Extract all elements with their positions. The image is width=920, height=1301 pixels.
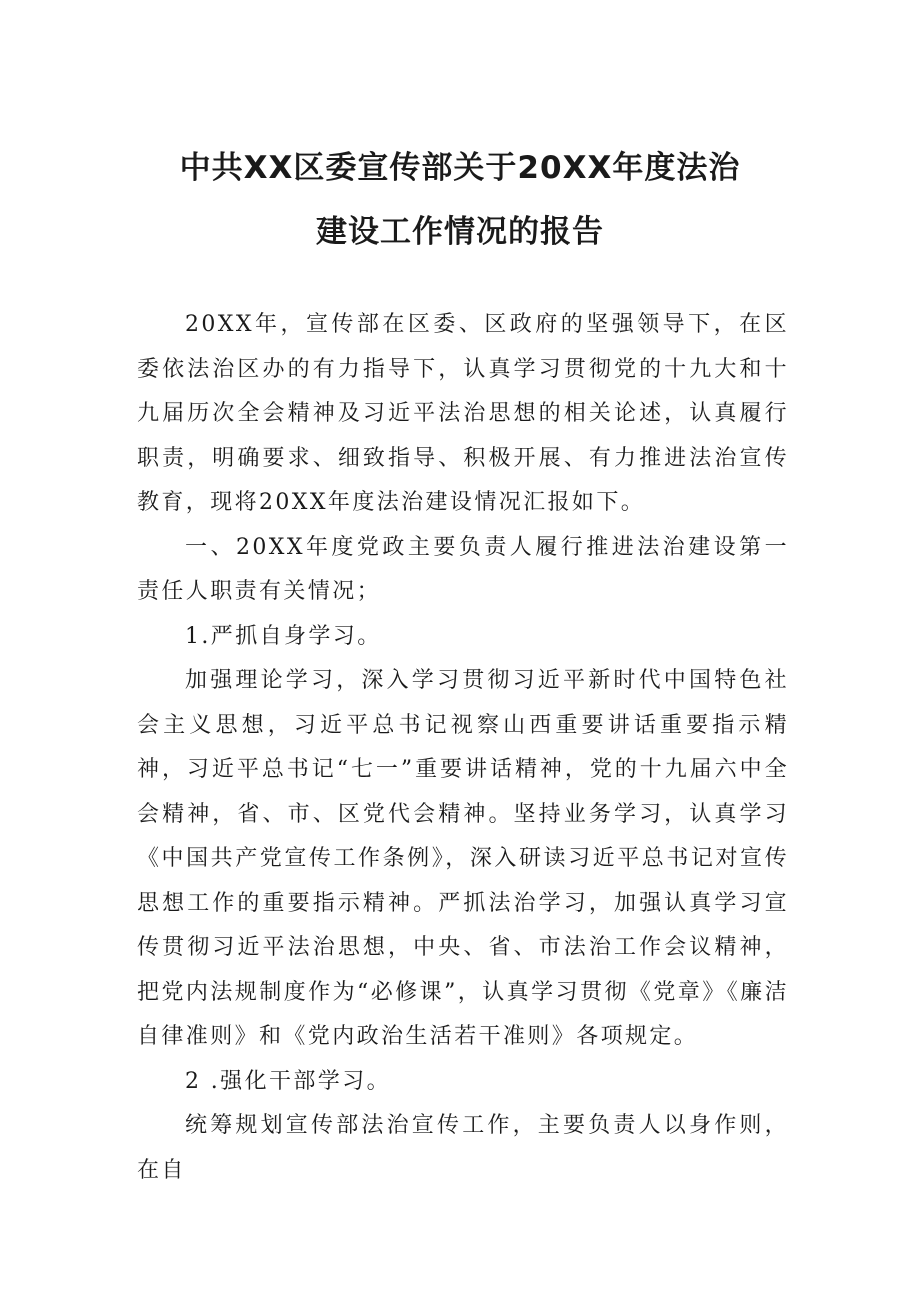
- document-title-line-1: 中共XX区委宣传部关于20XX年度法治: [179, 150, 741, 186]
- subheading-2: 2 .强化干部学习。: [185, 1068, 391, 1094]
- paragraph-cadre: 统筹规划宣传部法治宣传工作，主要负责人以身作则，在自: [137, 1113, 789, 1183]
- paragraph-intro: 20XX年，宣传部在区委、区政府的坚强领导下，在区委依法治区办的有力指导下，认真学习贯彻党的十九大和十九届历次全会精神及习近平法治思想的相关论述，认真履行职责，明确要求、细致指导、积极开展、有力推进法治宣传教育，现将20XX年度法治建设情况汇报如下。: [137, 312, 789, 515]
- subheading-1: 1.严抓自身学习。: [185, 623, 382, 649]
- paragraph-study: 加强理论学习，深入学习贯彻习近平新时代中国特色社会主义思想，习近平总书记视察山西重要讲话重要指示精神，习近平总书记“七一”重要讲话精神，党的十九届六中全会精神，省、市、区党代会精神。坚持业务学习，认真学习《中国共产党宣传工作条例》，深入研读习近平总书记对宣传思想工作的重要指示精神。严抓法治学习，加强认真学习宣传贯彻习近平法治思想，中央、省、市法治工作会议精神，把党内法规制度作为“必修课”，认真学习贯彻《党章》《廉洁自律准则》和《党内政治生活若干准则》各项规定。: [137, 668, 789, 1049]
- document-title-line-2: 建设工作情况的报告: [316, 214, 604, 250]
- document-body: [137, 303, 789, 1193]
- section-heading-1: 一、20XX年度党政主要负责人履行推进法治建设第一责任人职责有关情况；: [137, 534, 789, 604]
